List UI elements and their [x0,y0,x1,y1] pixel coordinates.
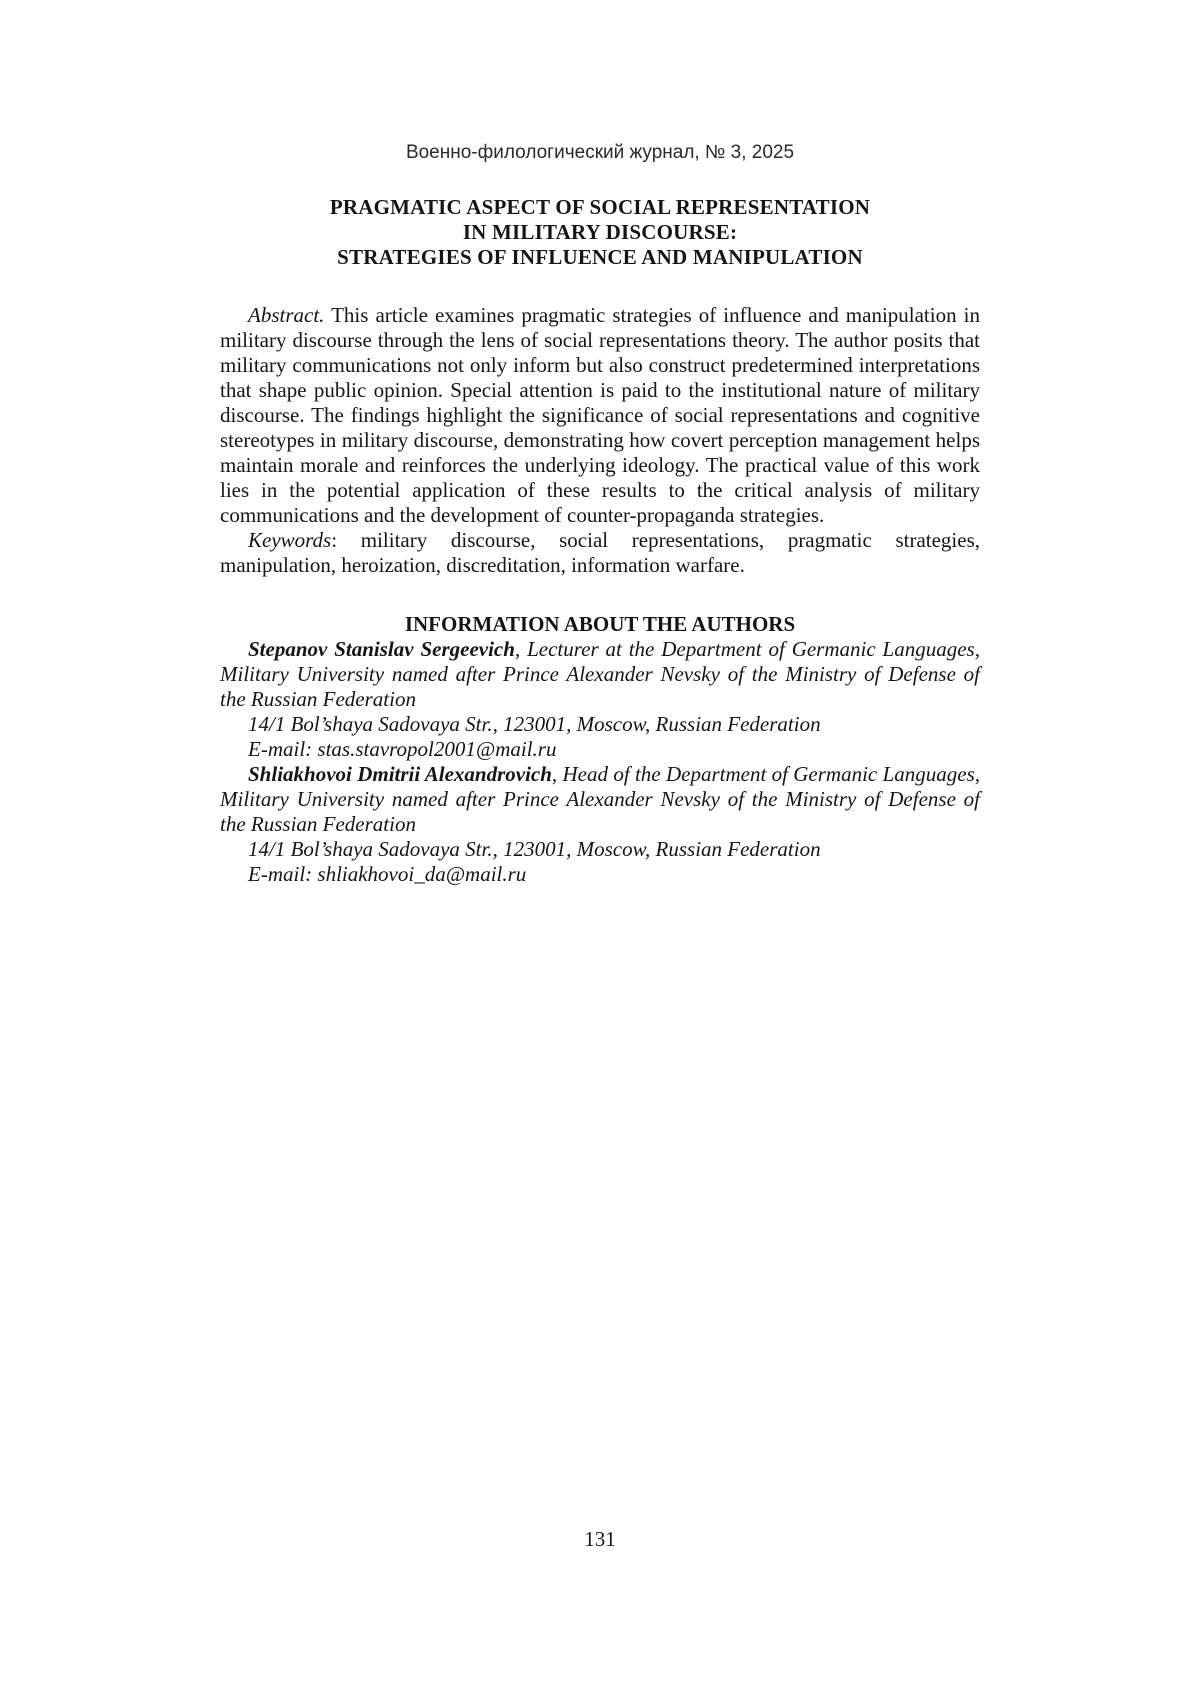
author-2-address: 14/1 Bol’shaya Sadovaya Str., 123001, Moscow, Russian Federation [248,837,821,861]
article-title-line-1: PRAGMATIC ASPECT OF SOCIAL REPRESENTATION [329,195,871,219]
article-title-line-3: STRATEGIES OF INFLUENCE AND MANIPULATION [337,245,863,269]
article-title [220,195,980,270]
keywords-paragraph [220,528,980,578]
keywords-label: Keywords [248,528,332,552]
abstract-paragraph [220,303,980,528]
author-1-affiliation-text: , Lecturer at the Department of Germanic Languages, Military University named after Prince Alexander Nevsky of the Ministry of Defense of the Russian Federation [220,637,980,711]
abstract-text: This article examines pragmatic strategies of influence and manipulation in military discourse through the lens of social representations theory. The author posits that military communications not only inform but also construct predetermined interpretations that shape public opinion. Special attention is paid to the institutional nature of military discourse. The findings highlight the significance of social representations and cognitive stereotypes in military discourse, demonstrating how covert perception management helps maintain morale and reinforces the underlying ideology. The practical value of this work lies in the potential application of these results to the critical analysis of military communications and the development of counter-propaganda strategies. [220,303,980,527]
page-number: 131 [584,1527,616,1551]
authors-section-heading: INFORMATION ABOUT THE AUTHORS [404,612,796,636]
author-2-name: Shliakhovoi Dmitrii Alexandrovich [248,762,552,786]
author-1-address: 14/1 Bol’shaya Sadovaya Str., 123001, Moscow, Russian Federation [248,712,821,736]
author-2-affiliation-text: , Head of the Department of Germanic Languages, Military University named after Prince Alexander Nevsky of the Ministry of Defense of the Russian Federation [220,762,980,836]
page-content [220,0,980,887]
author-1-name: Stepanov Stanislav Sergeevich [248,637,515,661]
keywords-text: : military discourse, social representations, pragmatic strategies, manipulation, heroization, discreditation, information warfare. [220,528,980,577]
author-1-email: E-mail: stas.stavropol2001@mail.ru [248,737,557,761]
author-1-affiliation-paragraph [220,637,980,712]
abstract-label: Abstract. [248,303,325,327]
author-2-email: E-mail: shliakhovoi_da@mail.ru [248,862,527,886]
journal-header: Военно-филологический журнал, № 3, 2025 [405,142,795,163]
author-2-affiliation-paragraph [220,762,980,837]
article-title-line-2: IN MILITARY DISCOURSE: [462,220,738,244]
